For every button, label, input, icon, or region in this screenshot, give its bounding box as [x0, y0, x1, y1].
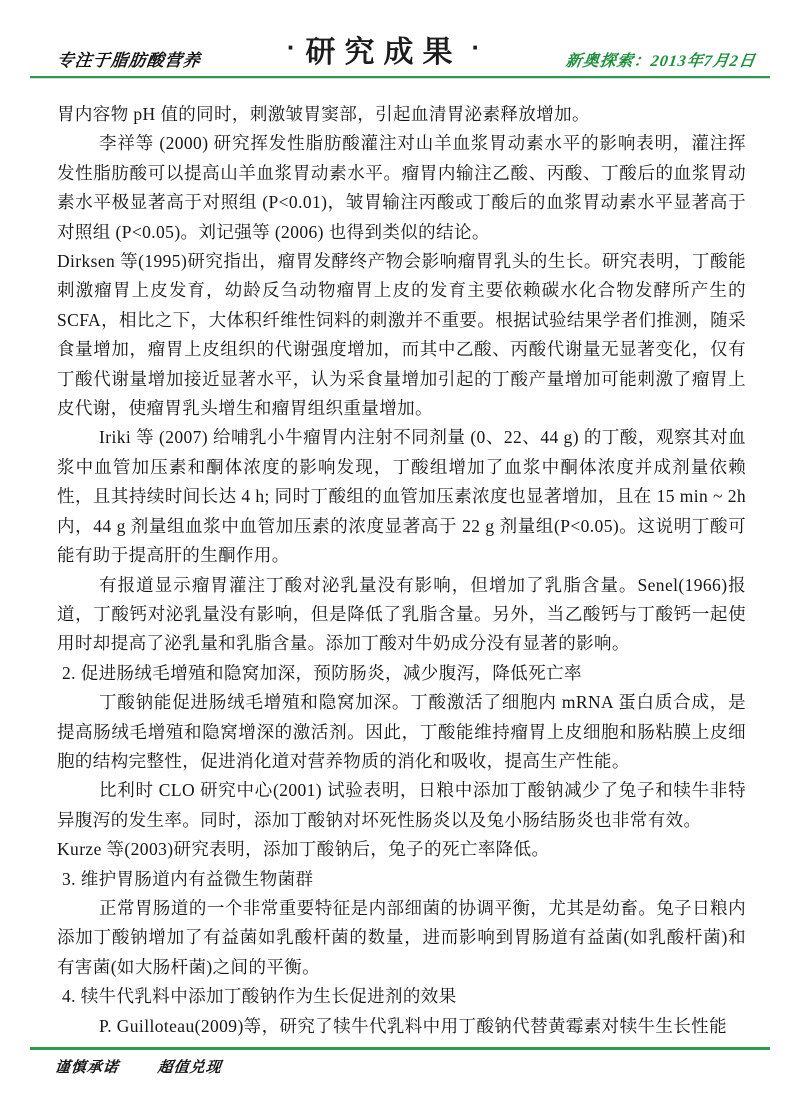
footer-slogan-right: 超值兑现 — [156, 1060, 223, 1076]
section-heading: 3. 维护胃肠道内有益微生物菌群 — [62, 868, 314, 889]
page-title: 研究成果 — [305, 36, 462, 69]
document-body — [57, 100, 746, 1041]
footer-divider-line — [30, 1047, 770, 1050]
page-header — [0, 0, 800, 79]
header-divider-line — [30, 76, 770, 79]
header-left-slogan: 专注于脂肪酸营养 — [55, 51, 202, 70]
paragraph: Kurze 等(2003)研究表明，添加丁酸钠后，兔子的死亡率降低。 — [57, 839, 550, 860]
section-heading: 4. 犊牛代乳料中添加丁酸钠作为生长促进剂的效果 — [62, 986, 457, 1007]
page-footer — [0, 1047, 800, 1077]
paragraph: 李祥等 (2000) 研究挥发性脂肪酸灌注对山羊血浆胃动素水平的影响表明，灌注挥发性脂肪酸可以提高山羊血浆胃动素水平。瘤胃内输注乙酸、丙酸、丁酸后的血浆胃动素水平极显著高于对照组 (P<0.01)，皱胃输注丙酸或丁酸后的血浆胃动素水平显著高于对照组 (P<0.05)。刘记强等 (2006) 也得到类似的结论。 — [57, 133, 746, 242]
masthead-title — [287, 27, 480, 71]
footer-slogan — [54, 1056, 800, 1077]
section-heading: 2. 促进肠绒毛增殖和隐窝加深，预防肠炎，减少腹泻，降低死亡率 — [62, 662, 582, 683]
title-right-dot: · — [471, 32, 481, 62]
paragraph: Dirksen 等(1995)研究指出，瘤胃发酵终产物会影响瘤胃乳头的生长。研究表明，丁酸能刺激瘤胃上皮发育，幼龄反刍动物瘤胃上皮的发育主要依赖碳水化合物发酵所产生的 SCFA，相比之下，大体积纤维性饲料的刺激并不重要。根据试验结果学者们推测，随采食量增加，瘤胃上皮组织的代谢强度增加，而其中乙酸、丙酸代谢量无显著变化，仅有丁酸代谢量增加接近显著水平，认为采食量增加引起的丁酸产量增加可能刺激了瘤胃上皮代谢，使瘤胃乳头增生和瘤胃组织重量增加。 — [57, 251, 746, 419]
paragraph: 有报道显示瘤胃灌注丁酸对泌乳量没有影响，但增加了乳脂含量。Senel(1966)报道，丁酸钙对泌乳量没有影响，但是降低了乳脂含量。另外，当乙酸钙与丁酸钙一起使用时却提高了泌乳量和乳脂含量。添加丁酸对牛奶成分没有显著的影响。 — [57, 574, 746, 654]
paragraph: 丁酸钠能促进肠绒毛增殖和隐窝加深。丁酸激活了细胞内 mRNA 蛋白质合成，是提高肠绒毛增殖和隐窝增深的激活剂。因此，丁酸能维持瘤胃上皮细胞和肠粘膜上皮细胞的结构完整性，促进消化道对营养物质的消化和吸收，提高生产性能。 — [57, 692, 746, 771]
paragraph: 比利时 CLO 研究中心(2001) 试验表明，日粮中添加丁酸钠减少了兔子和犊牛非特异腹泻的发生率。同时，添加丁酸钠对坏死性肠炎以及兔小肠结肠炎也非常有效。 — [57, 780, 746, 830]
title-left-dot: · — [286, 32, 296, 62]
paragraph: 正常胃肠道的一个非常重要特征是内部细菌的协调平衡，尤其是幼畜。兔子日粮内添加丁酸钠增加了有益菌如乳酸杆菌的数量，进而影响到胃肠道有益菌(如乳酸杆菌)和有害菌(如大肠杆菌)之间的平衡。 — [57, 897, 746, 977]
header-right-tagline: 新奥探索：2013年7月2日 — [564, 53, 757, 70]
footer-slogan-left: 谨慎承诺 — [54, 1060, 120, 1076]
paragraph: Iriki 等 (2007) 给哺乳小牛瘤胃内注射不同剂量 (0、22、44 g) 的丁酸，观察其对血浆中血管加压素和酮体浓度的影响发现，丁酸组增加了血浆中酮体浓度并成剂量依赖性，且其持续时间长达 4 h; 同时丁酸组的血管加压素浓度也显著增加，且在 15 min ~ 2h 内，44 g 剂量组血浆中血管加压素的浓度显著高于 22 g 剂量组(P<0.05)。这说明丁酸可能有助于提高肝的生酮作用。 — [57, 427, 746, 566]
paragraph: 胃内容物 pH 值的同时，刺激皱胃窦部，引起血清胃泌素释放增加。 — [57, 104, 590, 124]
paragraph: P. Guilloteau(2009)等，研究了犊牛代乳料中用丁酸钠代替黄霉素对犊牛生长性能 — [99, 1015, 727, 1036]
